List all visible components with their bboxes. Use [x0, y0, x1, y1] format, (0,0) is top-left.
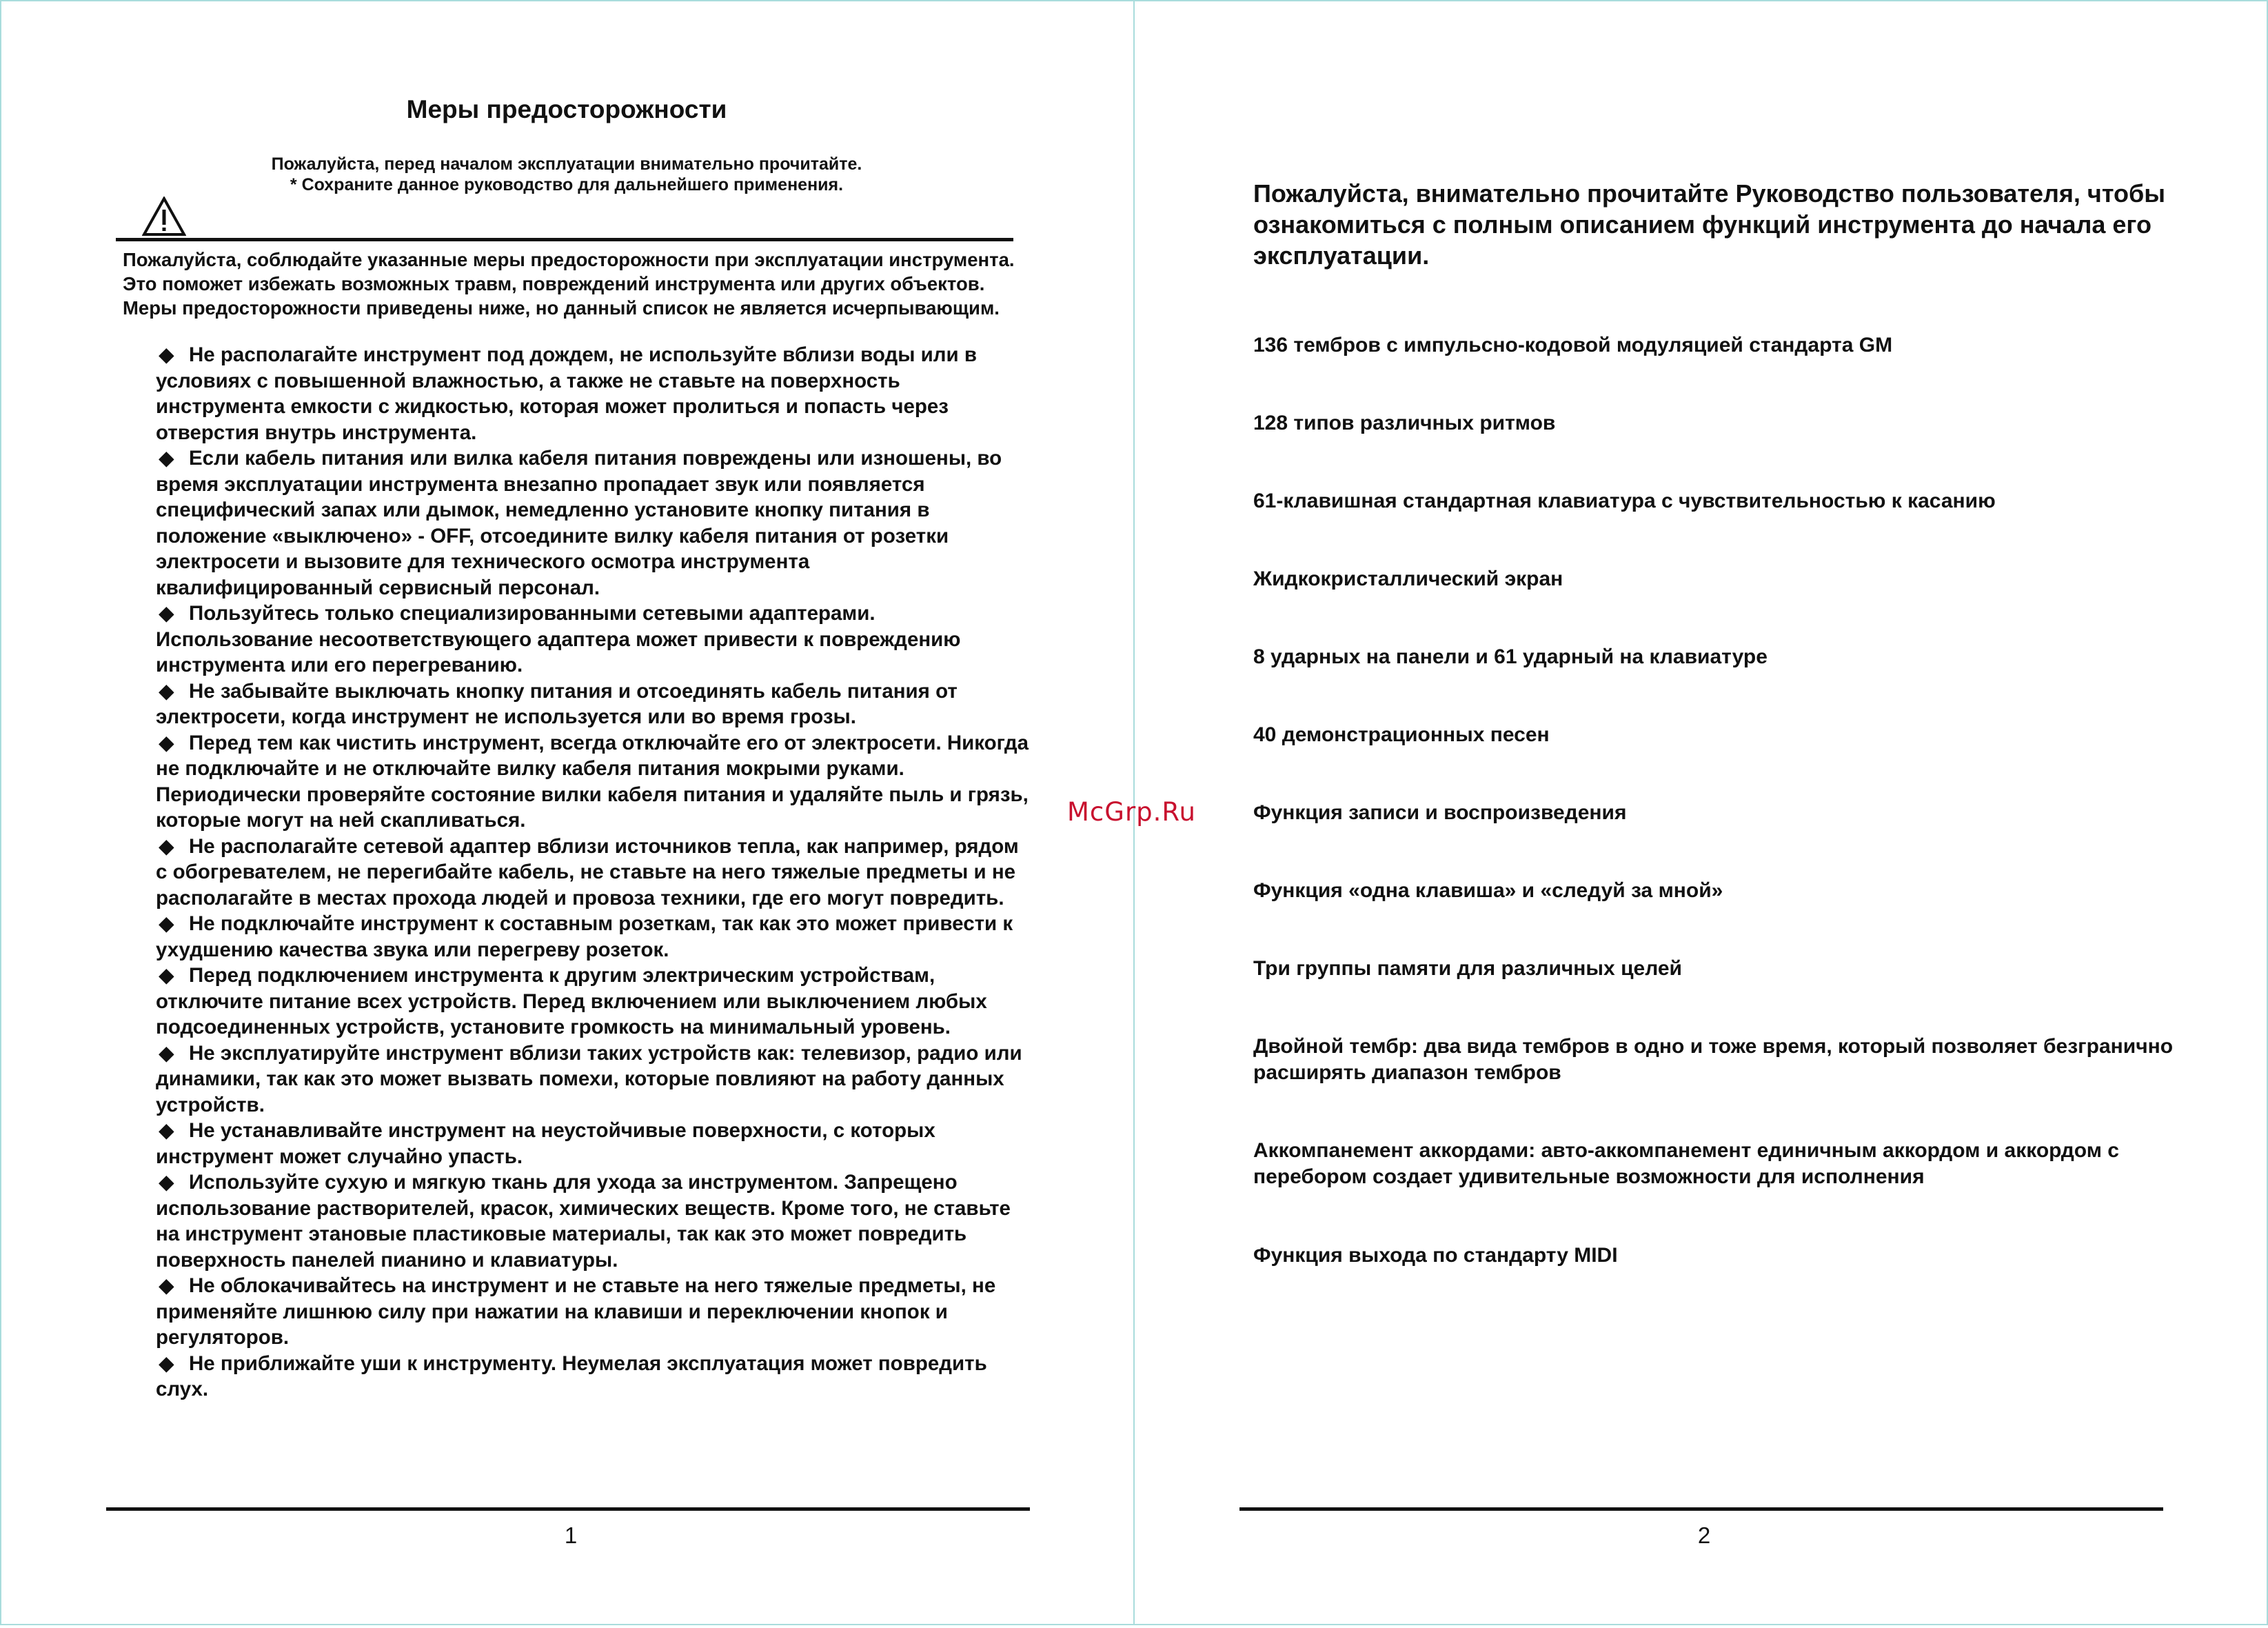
feature-item: Функция выхода по стандарту MIDI — [1253, 1244, 1618, 1267]
bullet-diamond-icon: ◆ — [159, 1351, 174, 1375]
feature-item: 40 демонстрационных песен — [1253, 723, 1550, 746]
bullet-diamond-icon: ◆ — [159, 1041, 174, 1065]
feature-item: 8 ударных на панели и 61 ударный на клавиатуре — [1253, 645, 1768, 668]
precaution-text: Не забывайте выключать кнопку питания и отсоединять кабель питания от электросети, когда инструмент не используется или во время грозы. — [156, 679, 958, 728]
precautions-intro: Пожалуйста, соблюдайте указанные меры предосторожности при эксплуатации инструмента. Это поможет избежать возможных травм, повреждений инструмента или других объектов. Меры предосторожности приведены ниже, но данный список не является исчерпывающим. — [123, 249, 1015, 319]
precaution-text: Не облокачивайтесь на инструмент и не ставьте на него тяжелые предметы, не применяйте лишнюю силу при нажатии на клавиши и переключении кнопок и регуляторов. — [156, 1274, 996, 1349]
precaution-item — [156, 342, 1031, 445]
warning-triangle-icon — [142, 197, 186, 237]
precaution-item — [156, 679, 1031, 730]
footer-divider — [106, 1507, 1030, 1511]
feature-item: 128 типов различных ритмов — [1253, 412, 1556, 434]
precaution-item — [156, 1041, 1031, 1118]
bullet-diamond-icon: ◆ — [159, 447, 174, 470]
footer-divider — [1239, 1507, 2163, 1511]
watermark: McGrp.Ru — [1067, 797, 1196, 827]
page-number: 1 — [564, 1523, 578, 1548]
precaution-item — [156, 1273, 1031, 1351]
bullet-diamond-icon: ◆ — [159, 964, 174, 987]
read-manual-intro: Пожалуйста, внимательно прочитайте Руководство пользователя, чтобы ознакомиться с полным описанием функций инструмента до начала его эксплуатации. — [1253, 179, 2165, 270]
page-number: 2 — [1697, 1523, 1711, 1548]
precaution-item — [156, 730, 1031, 834]
precaution-text: Если кабель питания или вилка кабеля питания повреждены или изношены, во время эксплуатации инструмента внезапно пропадает звук или появляется специфический запах или дымок, немедленно установите кнопку питания в положение «выключено» - OFF, отсоедините вилку кабеля питания от розетки электросети и вызовите для технического осмотра инструмента квалифицированный сервисный персонал. — [156, 447, 1002, 599]
feature-item: 136 тембров с импульсно-кодовой модуляцией стандарта GM — [1253, 334, 1893, 356]
precaution-item — [156, 911, 1031, 963]
precaution-text: Используйте сухую и мягкую ткань для ухода за инструментом. Запрещено использование растворителей, красок, химических веществ. Кроме того, не ставьте на инструмент этановые пластиковые материалы, так как это может повредить поверхность панелей пианино и клавиатуры. — [156, 1171, 1011, 1272]
bullet-diamond-icon: ◆ — [159, 1171, 174, 1194]
feature-item: Функция записи и воспроизведения — [1253, 801, 1627, 824]
bullet-diamond-icon: ◆ — [159, 1119, 174, 1142]
read-before-use-note: Пожалуйста, перед началом эксплуатации внимательно прочитайте. — [271, 154, 862, 174]
bullet-diamond-icon: ◆ — [159, 731, 174, 754]
precaution-text: Перед тем как чистить инструмент, всегда отключайте его от электросети. Никогда не подключайте и не отключайте вилку кабеля питания мокрыми руками. Периодически проверяйте состояние вилки кабеля питания и удаляйте пыль и грязь, которые могут на ней скапливаться. — [156, 731, 1029, 832]
feature-item: 61-клавишная стандартная клавиатура с чувствительностью к касанию — [1253, 490, 1996, 512]
bullet-diamond-icon: ◆ — [159, 1274, 174, 1297]
precaution-text: Не приближайте уши к инструменту. Неумелая эксплуатация может повредить слух. — [156, 1351, 987, 1400]
page-title: Меры предосторожности — [406, 95, 727, 123]
feature-item: Двойной тембр: два вида тембров в одно и тоже время, который позволяет безгранично расширять диапазон тембров — [1253, 1035, 2174, 1084]
bullet-diamond-icon: ◆ — [159, 912, 174, 935]
feature-item: Функция «одна клавиша» и «следуй за мной» — [1253, 879, 1723, 902]
precaution-text: Не эксплуатируйте инструмент вблизи таких устройств как: телевизор, радио или динамики, так как это может вызвать помехи, которые повлияют на работу данных устройств. — [156, 1041, 1022, 1116]
precaution-item — [156, 445, 1031, 601]
precaution-item — [156, 1351, 1031, 1403]
header-divider — [116, 238, 1013, 241]
feature-item: Аккомпанемент аккордами: авто-аккомпанемент единичным аккордом и аккордом с перебором создает удивительные возможности для исполнения — [1253, 1139, 2119, 1188]
right-page — [1133, 0, 2268, 1625]
keep-manual-note: * Сохраните данное руководство для дальнейшего применения. — [290, 175, 844, 194]
precaution-item — [156, 601, 1031, 679]
bullet-diamond-icon: ◆ — [159, 834, 174, 858]
precaution-item — [156, 834, 1031, 912]
precaution-item — [156, 1169, 1031, 1273]
precaution-text: Не располагайте инструмент под дождем, не используйте вблизи воды или в условиях с повышенной влажностью, а также не ставьте на поверхность инструмента емкости с жидкостью, которая может пролиться и попасть через отверстия внутрь инструмента. — [156, 343, 978, 444]
precaution-text: Не подключайте инструмент к составным розеткам, так как это может привести к ухудшению качества звука или перегреву розеток. — [156, 912, 1013, 961]
precaution-text: Перед подключением инструмента к другим электрическим устройствам, отключите питание всех устройств. Перед включением или выключением любых подсоединенных устройств, установите громкость на минимальный уровень. — [156, 964, 987, 1038]
precaution-text: Не располагайте сетевой адаптер вблизи источников тепла, как например, рядом с обогревателем, не перегибайте кабель, не ставьте на него тяжелые предметы и не располагайте в местах прохода людей и провоза техники, где его могут повредить. — [156, 834, 1019, 910]
precautions-list — [156, 342, 1031, 1403]
precaution-item — [156, 963, 1031, 1041]
precaution-text: Не устанавливайте инструмент на неустойчивые поверхности, с которых инструмент может случайно упасть. — [156, 1119, 935, 1168]
feature-item: Три группы памяти для различных целей — [1253, 957, 1682, 980]
bullet-diamond-icon: ◆ — [159, 679, 174, 703]
bullet-diamond-icon: ◆ — [159, 343, 174, 366]
precaution-item — [156, 1118, 1031, 1169]
left-page — [0, 0, 1135, 1625]
bullet-diamond-icon: ◆ — [159, 602, 174, 625]
feature-item: Жидкокристаллический экран — [1253, 567, 1563, 590]
precaution-text: Пользуйтесь только специализированными сетевыми адаптерами. Использование несоответствующего адаптера может привести к повреждению инструмента или его перегреванию. — [156, 602, 961, 676]
